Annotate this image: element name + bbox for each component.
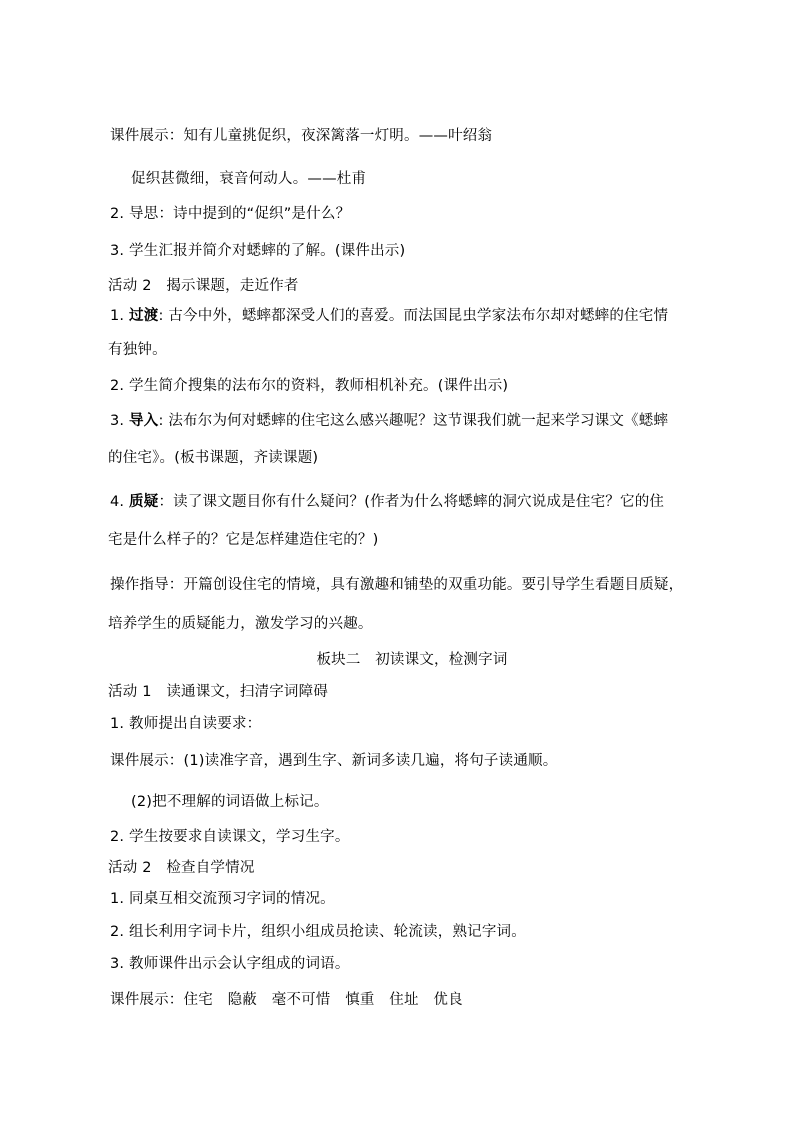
activity-2-check-heading: 活动 2 检查自学情况 — [108, 860, 255, 876]
courseware-display-poem-2: 促织甚微细，衰音何动人。——杜甫 — [131, 171, 367, 187]
question-paragraph — [110, 492, 664, 512]
question-label: 质疑 — [129, 494, 159, 510]
transition-paragraph — [110, 306, 668, 326]
introduction-paragraph — [110, 411, 668, 431]
activity-2-heading: 活动 2 揭示课题，走近作者 — [108, 278, 299, 294]
item-number: 3. — [110, 413, 130, 429]
fabre-intro: 2. 学生简介搜集的法布尔的资料，教师相机补充。(课件出示) — [110, 378, 509, 394]
courseware-display-requirement-1: 课件展示：(1)读准字音，遇到生字、新词多读几遍，将句子读通顺。 — [110, 753, 558, 769]
transition-label: 过渡 — [129, 308, 159, 324]
introduction-label: 导入 — [129, 413, 159, 429]
courseware-display-words: 课件展示：住宅 隐蔽 毫不可惜 慎重 住址 优良 — [110, 992, 463, 1008]
introduction-paragraph-cont: 的住宅》。(板书课题，齐读课题) — [108, 450, 319, 466]
teacher-words-display: 3. 教师课件出示会认字组成的词语。 — [110, 956, 350, 972]
self-reading: 2. 学生按要求自读课文，学习生字。 — [110, 829, 350, 845]
guide-question: 2. 导思：诗中提到的“促织”是什么？ — [110, 206, 351, 222]
activity-1-heading: 活动 1 读通课文，扫清字词障碍 — [108, 684, 329, 700]
reading-requirements: 1. 教师提出自读要求： — [110, 716, 262, 732]
transition-text: : 古今中外，蟋蟀都深受人们的喜爱。而法国昆虫学家法布尔却对蟋蟀的住宅情 — [158, 308, 669, 324]
question-text: ：读了课文题目你有什么疑问？(作者为什么将蟋蟀的洞穴说成是住宅？它的住 — [158, 494, 665, 510]
question-paragraph-cont: 宅是什么样子的？它是怎样建造住宅的？) — [108, 532, 379, 548]
item-number: 1. — [110, 308, 130, 324]
introduction-text: : 法布尔为何对蟋蟀的住宅这么感兴趣呢？这节课我们就一起来学习课文《蟋蟀 — [158, 413, 669, 429]
transition-paragraph-cont: 有独钟。 — [108, 342, 167, 358]
desk-mate-exchange: 1. 同桌互相交流预习字词的情况。 — [110, 891, 335, 907]
section-2-heading: 板块二 初读课文，检测字词 — [316, 652, 508, 668]
group-leader-cards: 2. 组长利用字词卡片，组织小组成员抢读、轮流读，熟记字词。 — [110, 924, 526, 940]
courseware-display-poem-1: 课件展示：知有儿童挑促织，夜深篱落一灯明。——叶绍翁 — [110, 128, 493, 144]
operation-guide-cont: 培养学生的质疑能力，激发学习的兴趣。 — [108, 616, 373, 632]
operation-guide: 操作指导：开篇创设住宅的情境，具有激趣和铺垫的双重功能。要引导学生看题目质疑， — [110, 577, 684, 593]
student-report: 3. 学生汇报并简介对蟋蟀的了解。(课件出示) — [110, 243, 406, 259]
courseware-display-requirement-2: (2)把不理解的词语做上标记。 — [131, 794, 329, 810]
item-number: 4. — [110, 494, 130, 510]
